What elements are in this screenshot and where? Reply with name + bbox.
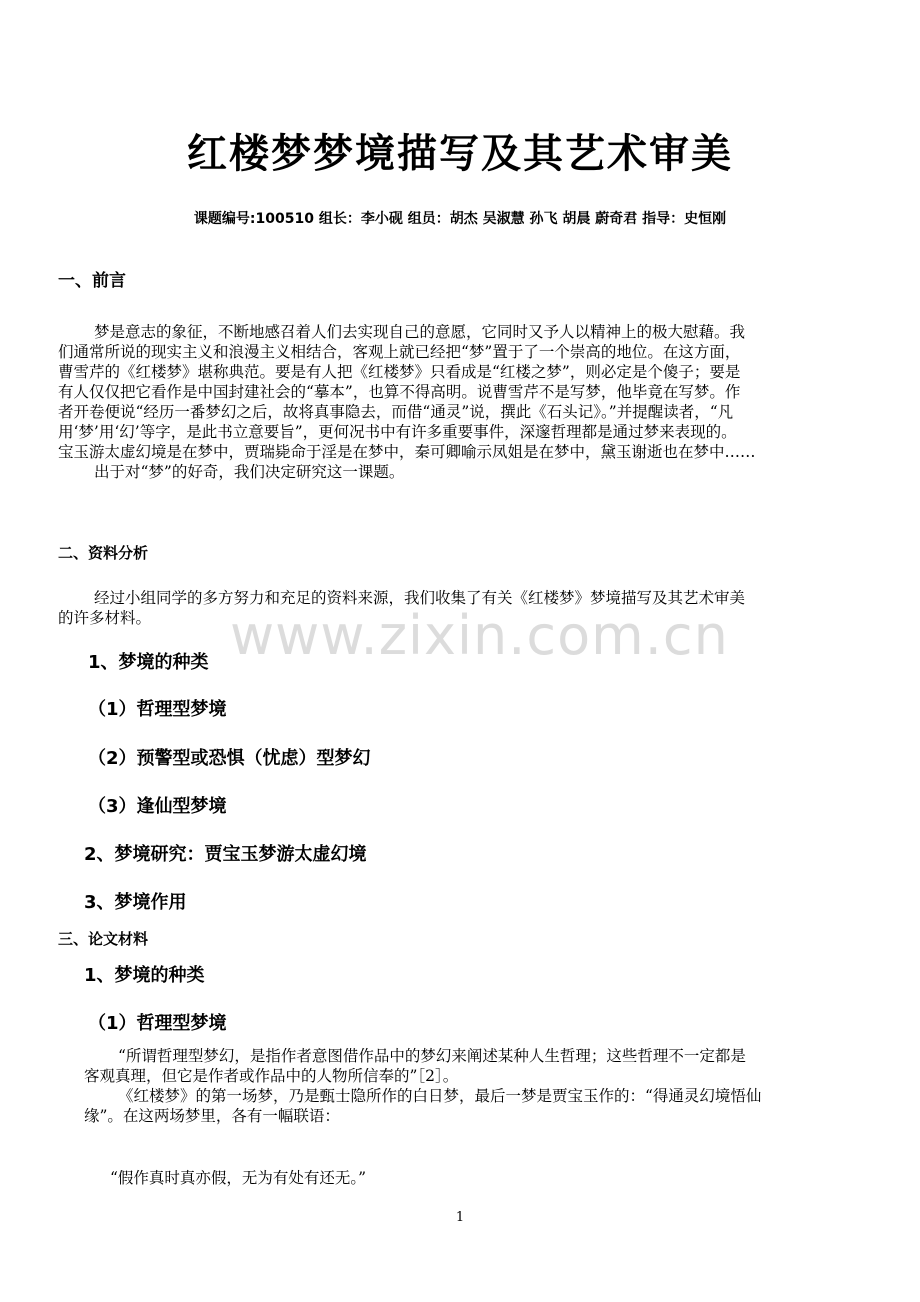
paragraph-line: 们通常所说的现实主义和浪漫主义相结合，客观上就已经把“梦”置于了一个崇高的地位。在这方面， (58, 343, 741, 361)
paragraph-line: 《红楼梦》的第一场梦，乃是甄士隐所作的白日梦，最后一梦是贾宝玉作的：“得通灵幻境悟仙 (118, 1087, 762, 1105)
paragraph-line: 的许多材料。 (58, 609, 152, 627)
section1-heading: 一、前言 (58, 271, 126, 291)
paragraph-line: 客观真理，但它是作者或作品中的人物所信奉的”［2］。 (84, 1067, 459, 1085)
paragraph-line: 缘”。在这两场梦里，各有一幅联语： (84, 1107, 340, 1125)
paragraph-line: 者开卷便说“经历一番梦幻之后，故将真事隐去，而借“通灵”说，撰此《石头记》。”并提醒读者，“凡 (58, 403, 734, 421)
project-meta: 课题编号:100510 组长：李小砚 组员：胡杰 吴淑慧 孙飞 胡晨 蔚奇君 指导：史恒刚 (193, 211, 727, 227)
section1-paragraph (58, 322, 876, 482)
watermark: www.zixin.com.cn (230, 604, 729, 667)
outline-item: 1、梦境的种类 (88, 652, 209, 673)
document-title: 红楼梦梦境描写及其艺术审美 (187, 131, 733, 177)
outline-item: 2、梦境研究：贾宝玉梦游太虚幻境 (84, 844, 367, 865)
paragraph-line: 出于对“梦”的好奇，我们决定研究这一课题。 (94, 463, 405, 481)
section3-heading: 三、论文材料 (58, 930, 149, 948)
quote-line: “假作真时真亦假，无为有处有还无。” (110, 1169, 367, 1187)
section2-heading: 二、资料分析 (58, 544, 149, 562)
paragraph-line: 经过小组同学的多方努力和充足的资料来源，我们收集了有关《红楼梦》梦境描写及其艺术审美 (94, 589, 746, 607)
paragraph-line: 宝玉游太虚幻境是在梦中，贾瑞毙命于淫是在梦中，秦可卿喻示凤姐是在梦中，黛玉谢逝也在梦中…… (58, 443, 756, 461)
subsection-heading: （1）哲理型梦境 (88, 1013, 227, 1034)
outline-item: （2）预警型或恐惧（忧虑）型梦幻 (88, 748, 371, 769)
outline-item: （3）逢仙型梦境 (88, 796, 227, 817)
paragraph-line: 梦是意志的象征，不断地感召着人们去实现自己的意愿，它同时又予人以精神上的极大慰藉。我 (94, 323, 746, 341)
paragraph-line: 用‘梦’用‘幻’等字，是此书立意要旨”，更何况书中有许多重要事件，深邃哲理都是通过梦来表现的。 (58, 423, 737, 441)
outline-item: （1）哲理型梦境 (88, 699, 227, 720)
section3-paragraph (84, 1046, 876, 1126)
paragraph-line: “所谓哲理型梦幻，是指作者意图借作品中的梦幻来阐述某种人生哲理；这些哲理不一定都是 (118, 1047, 746, 1065)
subsection-heading: 1、梦境的种类 (84, 965, 205, 986)
page-number: 1 (455, 1210, 465, 1225)
paragraph-line: 曹雪芹的《红楼梦》堪称典范。要是有人把《红楼梦》只看成是“红楼之梦”，则必定是个傻子；要是 (58, 363, 741, 381)
outline-item: 3、梦境作用 (84, 892, 187, 913)
paragraph-line: 有人仅仅把它看作是中国封建社会的“摹本”，也算不得高明。说曹雪芹不是写梦，他毕竟在写梦。作 (58, 383, 741, 401)
